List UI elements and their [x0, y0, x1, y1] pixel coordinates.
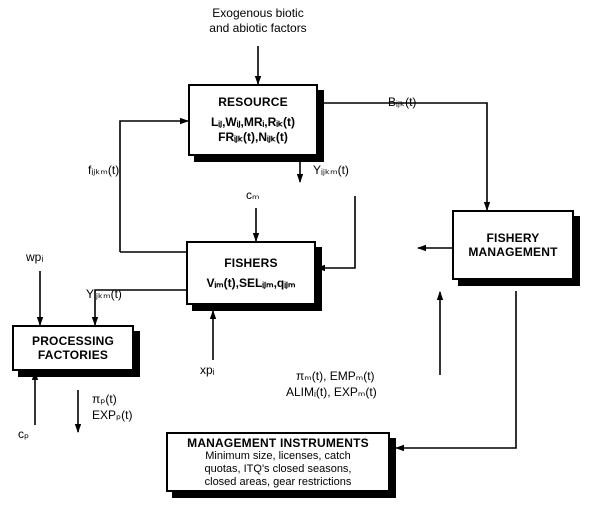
fishers-box-title: FISHERS: [224, 255, 278, 270]
exogenous-factors-line1: Exogenous biotic: [212, 6, 304, 20]
processing-factories-box[interactable]: [12, 325, 134, 371]
label-export-processing: EXPₚ(t): [92, 408, 133, 422]
label-fishing-effort: fᵢⱼₖₘ(t): [88, 163, 120, 177]
label-catch-left: Yᵢⱼₖₘ(t): [86, 287, 122, 301]
management-instruments-line2: quotas, ITQ's closed seasons,: [204, 462, 352, 475]
resource-box-title: RESOURCE: [218, 95, 288, 109]
label-cost-p: cₚ: [18, 427, 30, 441]
label-biomass: Bᵢⱼₖ(t): [388, 95, 417, 109]
fishery-management-line2: MANAGEMENT: [468, 245, 558, 259]
label-wage-price: wpᵢ: [26, 250, 44, 264]
management-instruments-title: MANAGEMENT INSTRUMENTS: [187, 435, 369, 450]
label-profit-processing: πₚ(t): [92, 392, 117, 406]
label-input-price: xpᵢ: [200, 363, 215, 377]
label-cost-m: cₘ: [246, 188, 260, 202]
fishery-management-box[interactable]: [452, 210, 574, 280]
exogenous-factors-line2: and abiotic factors: [209, 21, 307, 35]
label-profit-employment: πₘ(t), EMPₘ(t): [296, 369, 375, 383]
fishery-management-line1: FISHERY: [486, 231, 540, 245]
resource-box-line1: Lᵢⱼ,Wᵢⱼ,MRᵢ,Rᵢₖ(t): [210, 115, 296, 129]
label-catch-right: Yᵢⱼₖₘ(t): [313, 163, 349, 177]
label-alim-exp: ALIMᵢ(t), EXPₘ(t): [286, 385, 377, 399]
management-instruments-box[interactable]: [166, 432, 390, 492]
exogenous-factors-caption: [158, 6, 358, 36]
fishers-box[interactable]: [186, 241, 316, 305]
management-instruments-line3: closed areas, gear restrictions: [204, 475, 352, 488]
fishers-box-line1: Vᵢₘ(t),SELᵢⱼₘ,qᵢⱼₘ: [206, 275, 296, 290]
processing-factories-line2: FACTORIES: [37, 348, 109, 362]
management-instruments-line1: Minimum size, licenses, catch: [205, 449, 351, 462]
processing-factories-line1: PROCESSING: [31, 334, 114, 348]
resource-box-line2: FRᵢⱼₖ(t),Nᵢⱼₖ(t): [218, 130, 288, 144]
resource-box[interactable]: [188, 84, 318, 156]
